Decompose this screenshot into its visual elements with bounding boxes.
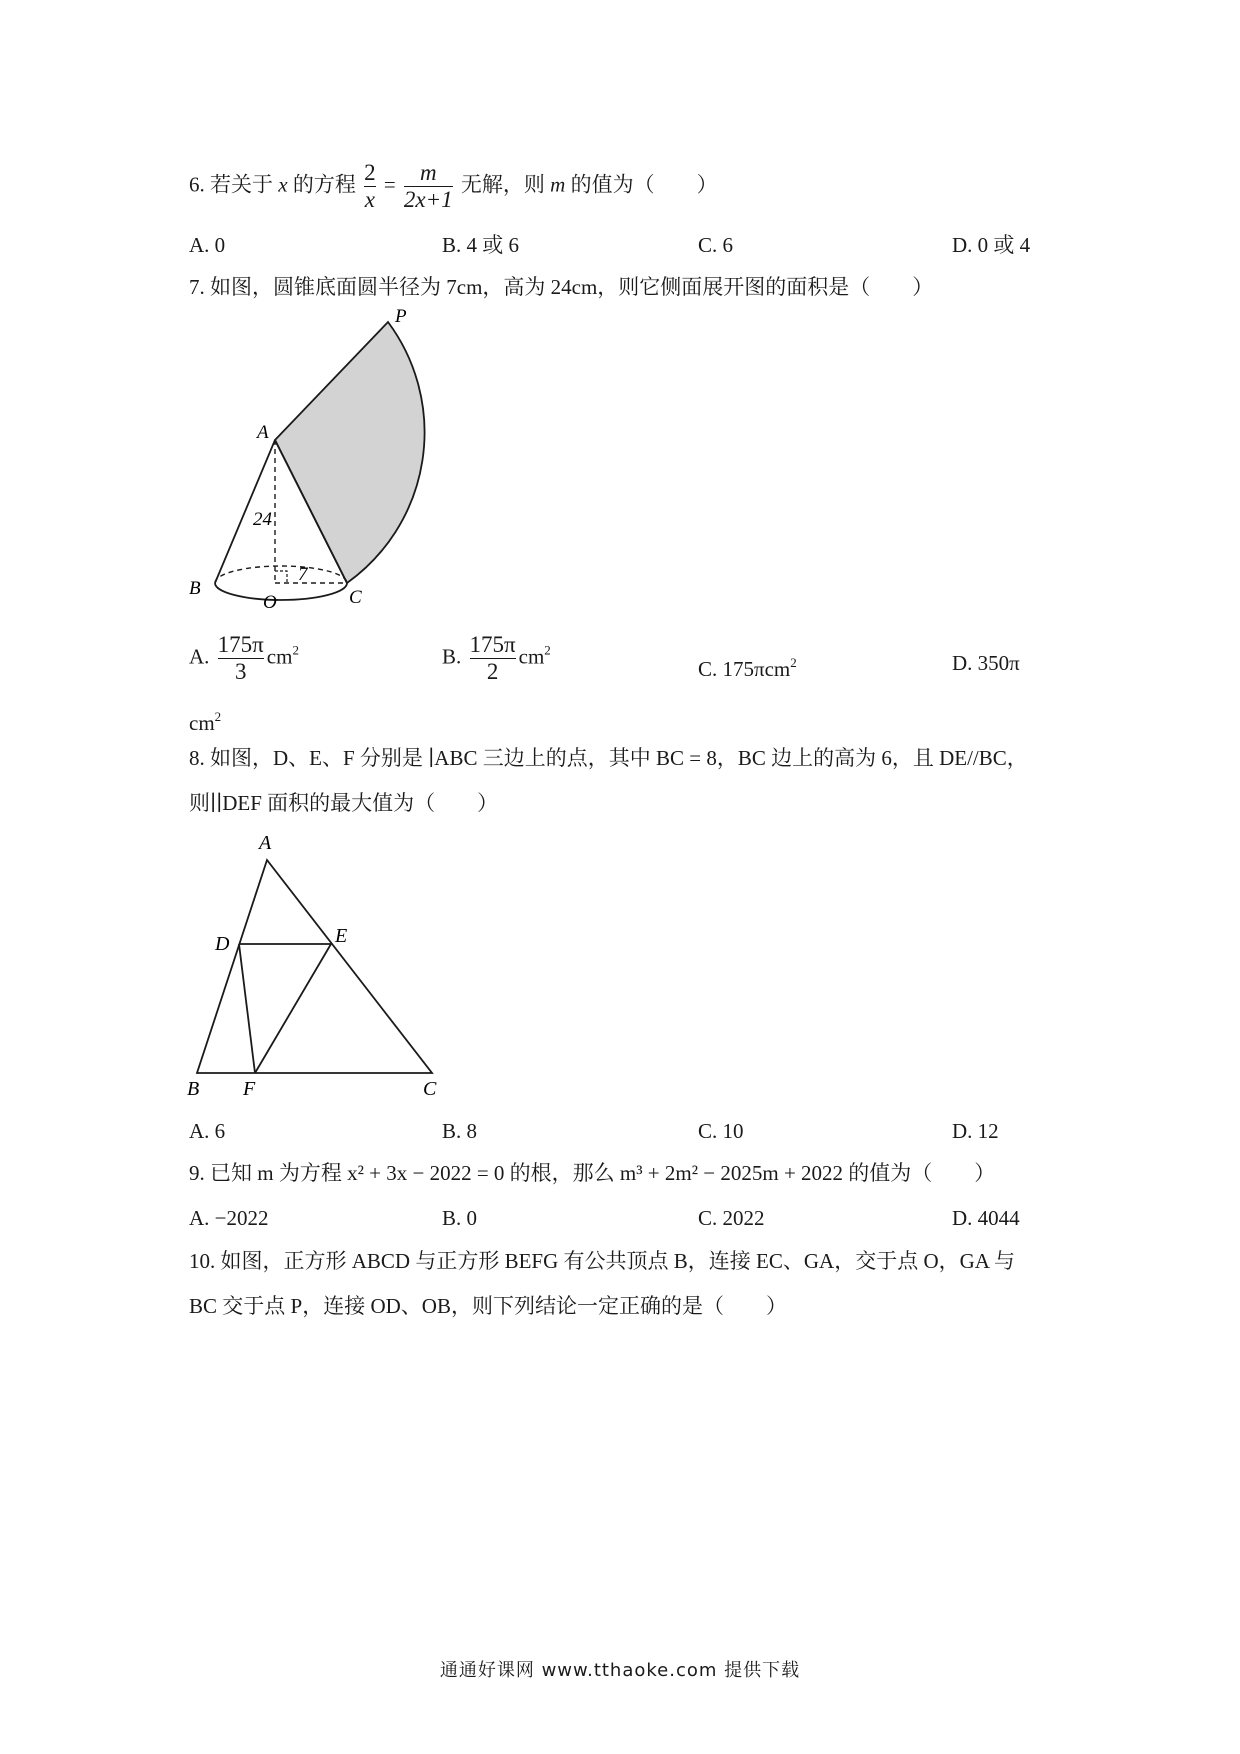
q9-option-d: D. 4044 (952, 1206, 1020, 1230)
base-front-arc (215, 583, 347, 600)
label-c: C (349, 587, 362, 608)
q9-option-b: B. 0 (442, 1206, 478, 1230)
label-b: B (189, 578, 201, 599)
question-10-stem-line1: 10. 如图，正方形 ABCD 与正方形 BEFG 有公共顶点 B，连接 EC、GA，交于点 O，GA 与 (189, 1249, 1016, 1273)
question-8-stem-line2: 则∣∣DEF 面积的最大值为（ ） (189, 791, 499, 815)
q7-option-d: D. 350π (952, 651, 1020, 675)
q6-option-c: C. 6 (698, 233, 734, 257)
q6-option-d: D. 0 或 4 (952, 233, 1031, 257)
question-7-stem: 7. 如图，圆锥底面圆半径为 7cm，高为 24cm，则它侧面展开图的面积是（ ） (189, 275, 934, 299)
question-6-stem: 6. 若关于 x 的方程 $\frac{2}{x}$ = $\frac{m}{2x+1}$ 无解，则 m 的值为（ ） (189, 160, 718, 212)
triangle-def-figure (185, 825, 450, 1095)
q7-option-d-unit: $cm^2$ (189, 709, 222, 735)
q6-option-a: A. 0 (189, 233, 226, 257)
label-height: 24 (253, 509, 272, 530)
question-8-stem-line1: 8. 如图，D、E、F 分别是 ∣ABC 三边上的点，其中 BC = 8，BC 边上的高为 6，且 DE//BC， (189, 746, 1028, 770)
q8-option-c: C. 10 (698, 1119, 744, 1143)
label-f: F (243, 1078, 256, 1095)
sector-shape (275, 322, 425, 583)
q8-option-d: D. 12 (952, 1119, 999, 1143)
triangle-abc (197, 860, 432, 1073)
label-c: C (423, 1078, 437, 1095)
q9-option-c: C. 2022 (698, 1206, 765, 1230)
fraction-2-over-x: $\frac{2}{x}$ (364, 160, 376, 212)
label-a: A (257, 422, 269, 443)
base-back-arc (215, 566, 347, 583)
label-p: P (395, 306, 407, 327)
segment-ef (255, 944, 331, 1073)
segment-df (239, 944, 255, 1073)
label-radius: 7 (298, 564, 308, 585)
question-9-stem: 9. 已知 m 为方程 x² + 3x − 2022 = 0 的根，那么 m³ + 2m² − 2025m + 2022 的值为（ ） (189, 1161, 996, 1185)
question-10-stem-line2: BC 交于点 P，连接 OD、OB，则下列结论一定正确的是（ ） (189, 1294, 787, 1318)
label-a: A (259, 832, 272, 854)
label-o: O (263, 592, 277, 613)
q7-option-b: B. $\frac{175\pi}{2}$ $cm^2$ (442, 632, 551, 684)
q8-option-a: A. 6 (189, 1119, 226, 1143)
cone-sector-figure (185, 305, 450, 615)
page-footer: 通通好课网 www.tthaoke.com 提供下载 (439, 1660, 801, 1681)
right-angle-mark (275, 571, 287, 583)
label-d: D (215, 933, 230, 955)
label-b: B (187, 1078, 200, 1095)
fraction-m-over-2x-plus-1: $\frac{m}{2x+1}$ (403, 160, 453, 212)
q8-option-b: B. 8 (442, 1119, 478, 1143)
q6-option-b: B. 4 或 6 (442, 233, 520, 257)
label-e: E (335, 925, 348, 947)
q9-option-a: A. −2022 (189, 1206, 269, 1230)
q7-option-a: A. $\frac{175\pi}{3}$ $cm^2$ (189, 632, 299, 684)
q7-option-c: C. 175πcm$^2$ (698, 655, 797, 681)
